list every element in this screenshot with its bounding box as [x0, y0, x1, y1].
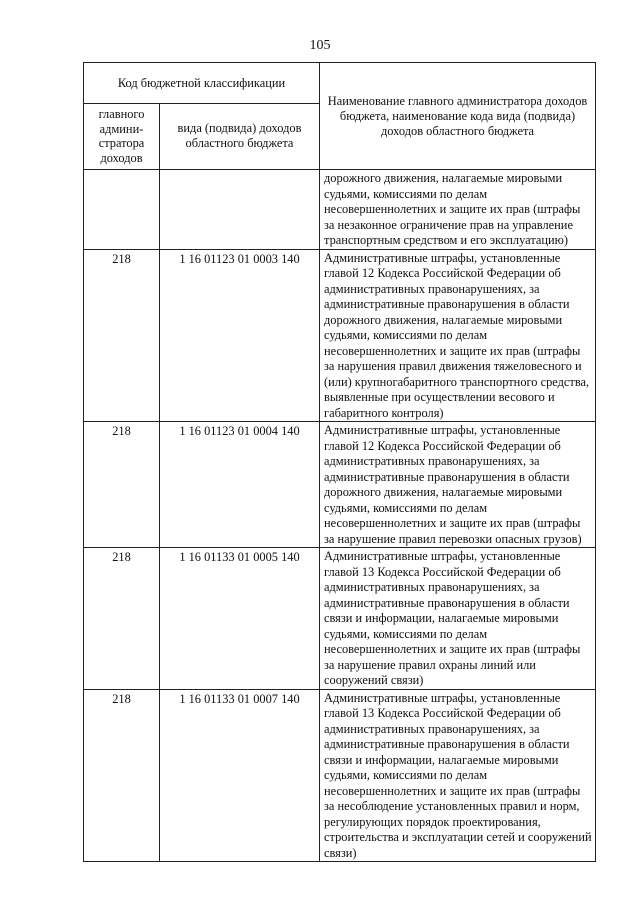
table-row: [84, 249, 596, 422]
table-row: [84, 170, 596, 250]
admin-code-cell: 218: [84, 249, 160, 422]
admin-code-cell: 218: [84, 422, 160, 548]
table-row: [84, 422, 596, 548]
revenue-code-cell: 1 16 01133 01 0007 140: [160, 689, 320, 862]
table-row: [84, 689, 596, 862]
description-cell: Административные штрафы, установленные главой 12 Кодекса Российской Федерации об административных правонарушениях, за административные правонарушения в области дорожного движения, налагаемые мировыми судьями, комиссиями по делам несовершеннолетних и защите их прав (штрафы за нарушения правил движения тяжеловесного и (или) крупногабаритного транспортного средства, выявленные при осуществлении весового и габаритного контроля): [320, 249, 596, 422]
header-revenue-column: вида (подвида) доходов областного бюджета: [160, 104, 320, 170]
description-cell: Административные штрафы, установленные главой 13 Кодекса Российской Федерации об административных правонарушениях, за административные правонарушения в области связи и информации, налагаемые мировыми судьями, комиссиями по делам несовершеннолетних и защите их прав (штрафы за нарушение правил охраны линий или сооружений связи): [320, 548, 596, 690]
budget-classification-table: [83, 62, 596, 862]
page-number: 105: [309, 38, 331, 53]
table-row: [84, 548, 596, 690]
header-admin-column: главного админи-стратора доходов: [84, 104, 160, 170]
admin-code-cell: 218: [84, 548, 160, 690]
admin-code-cell: 218: [84, 689, 160, 862]
revenue-code-cell: 1 16 01133 01 0005 140: [160, 548, 320, 690]
admin-code-cell: [84, 170, 160, 250]
header-row-top: [84, 63, 596, 104]
header-kbk-group: Код бюджетной классификации: [84, 63, 320, 104]
revenue-code-cell: [160, 170, 320, 250]
description-cell: дорожного движения, налагаемые мировыми судьями, комиссиями по делам несовершеннолетних и защите их прав (штрафы за незаконное ограничение прав на управление транспортным средством и его эксплуатацию): [320, 170, 596, 250]
revenue-code-cell: 1 16 01123 01 0004 140: [160, 422, 320, 548]
header-name-column: Наименование главного администратора доходов бюджета, наименование кода вида (подвида) доходов областного бюджета: [320, 63, 596, 170]
description-cell: Административные штрафы, установленные главой 12 Кодекса Российской Федерации об административных правонарушениях, за административные правонарушения в области дорожного движения, налагаемые мировыми судьями, комиссиями по делам несовершеннолетних и защите их прав (штрафы за нарушение правил перевозки опасных грузов): [320, 422, 596, 548]
revenue-code-cell: 1 16 01123 01 0003 140: [160, 249, 320, 422]
description-cell: Административные штрафы, установленные главой 13 Кодекса Российской Федерации об административных правонарушениях, за административные правонарушения в области связи и информации, налагаемые мировыми судьями, комиссиями по делам несовершеннолетних и защите их прав (штрафы за несоблюдение установленных правил и норм, регулирующих порядок проектирования, строительства и эксплуатации сетей и сооружений связи): [320, 689, 596, 862]
